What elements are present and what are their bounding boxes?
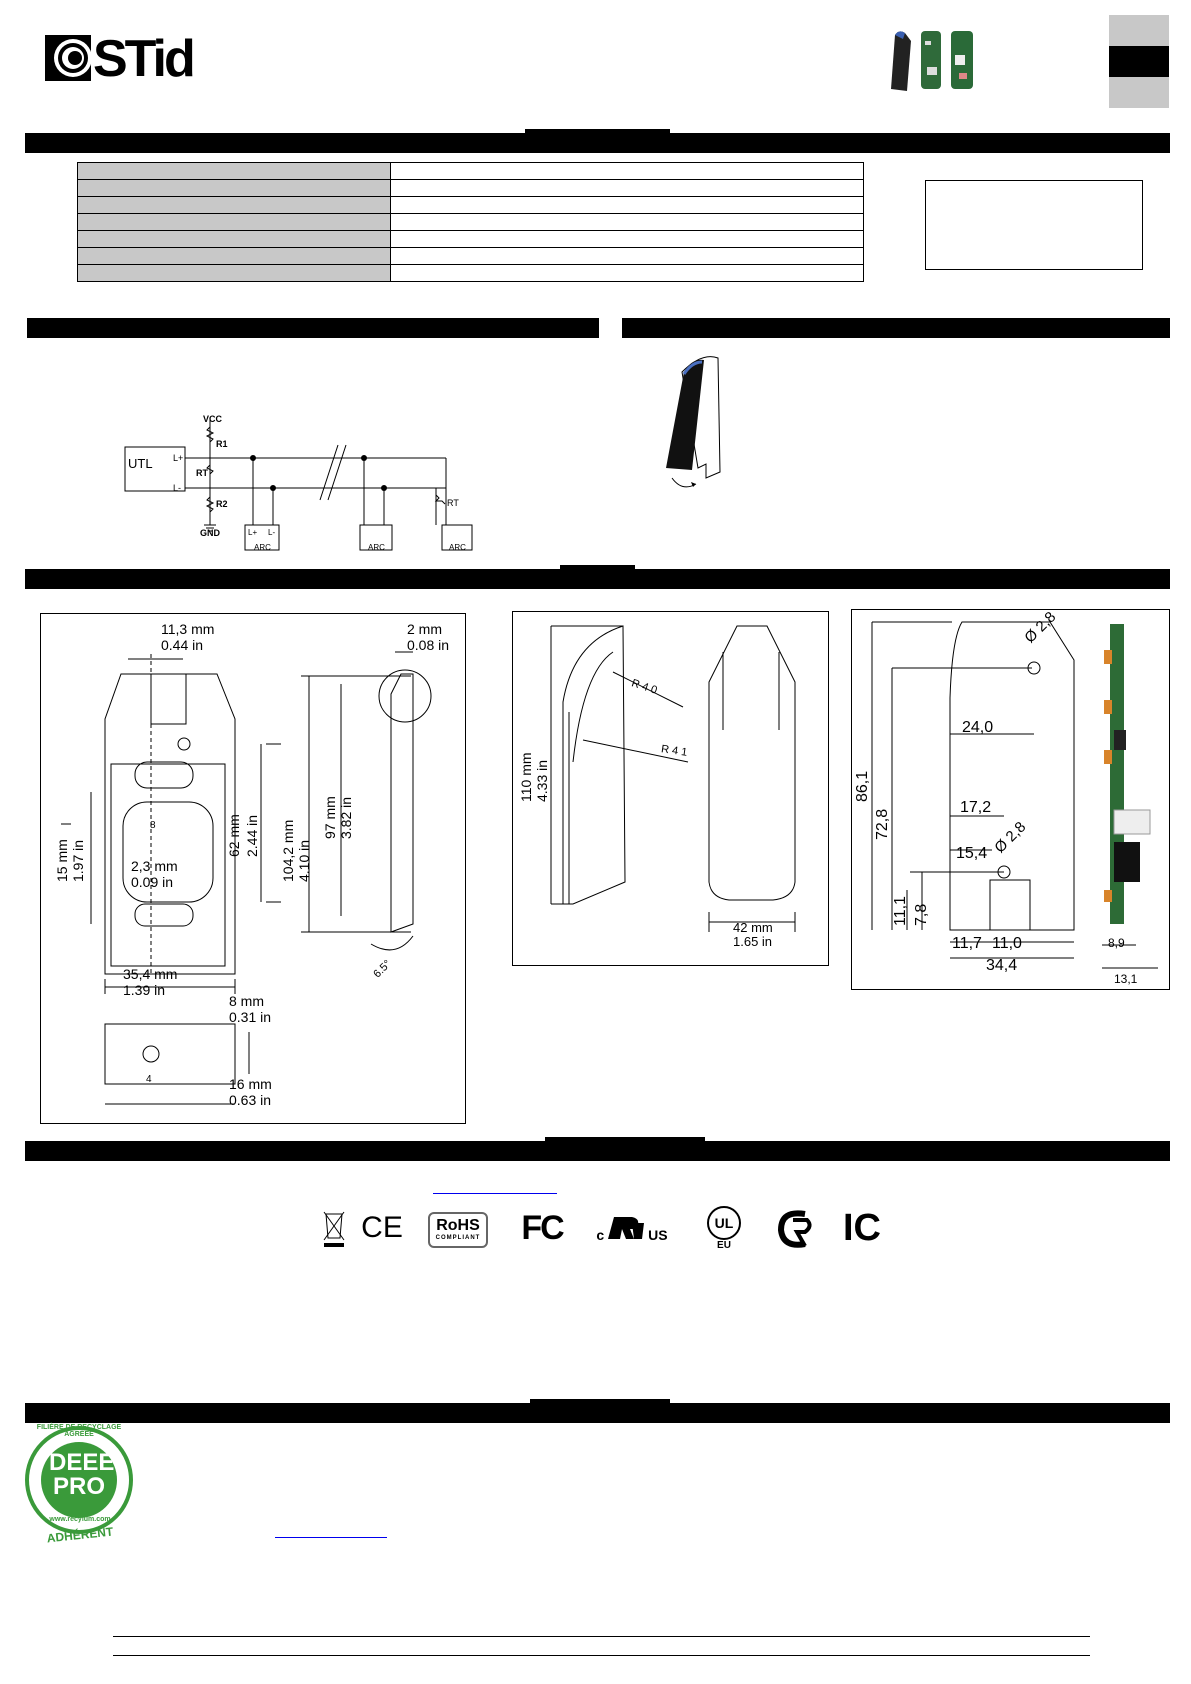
ring-top-label: FILIÈRE DE RECYCLAGE AGRÉÉE (36, 1424, 122, 1438)
section-header-bar (25, 133, 1170, 153)
dim-side-mm: 2 mm (407, 621, 442, 637)
ul-us-label: US (648, 1227, 668, 1243)
dim-r40: R 4 0 (629, 677, 659, 697)
dim-72: 72,8 (874, 808, 891, 840)
table-row (78, 180, 864, 197)
dim-top-width-mm: 11,3 mm (161, 621, 215, 637)
index-tab-active (1109, 46, 1169, 77)
section-header-tab (525, 129, 670, 153)
arc-label: ARC (449, 543, 466, 552)
dim-15-in: 1.97 in (70, 839, 86, 882)
utl-label: UTL (128, 456, 153, 471)
table-row (78, 214, 864, 231)
arc-lminus-label: L- (268, 528, 276, 537)
dim-97-mm: 97 mm (322, 796, 338, 839)
brand-name: STid (93, 30, 193, 88)
dim-42-mm: 42 mm (733, 920, 773, 935)
arc-label: ARC (254, 543, 271, 552)
lminus-label: L- (173, 483, 182, 493)
dim-62-mm: 62 mm (226, 814, 242, 857)
product-photo-icon (885, 27, 995, 95)
dim-small-8: 8 (150, 820, 156, 831)
dim-104-mm: 104,2 mm (280, 819, 296, 882)
ru-icon (604, 1213, 648, 1243)
dim-7-8: 7,8 (913, 903, 930, 926)
mounting-illustration (662, 352, 742, 492)
dim-35-in: 1.39 in (123, 982, 166, 998)
table-row (78, 265, 864, 282)
weee-bin-icon (320, 1205, 348, 1251)
pcb-board (1104, 624, 1150, 924)
dim-hole-mm: 2,3 mm (131, 858, 178, 874)
section-header-tab (560, 565, 635, 589)
stid-logo-mark-icon (45, 35, 95, 81)
gnd-label: GND (200, 528, 220, 538)
index-tab (1109, 15, 1169, 46)
side-view-drawing (513, 612, 828, 965)
dim-angle: 6.5° (371, 957, 394, 981)
fcc-mark: FC (521, 1208, 563, 1247)
arc-label: ARC (368, 543, 385, 552)
dim-86: 86,1 (854, 770, 871, 802)
dimensions-section-bar (25, 569, 1170, 589)
section-index-tabs (1109, 15, 1169, 108)
dim-104-in: 4.10 in (296, 839, 312, 882)
dim-13-1: 13,1 (1114, 972, 1138, 986)
ul-c-label: c (596, 1227, 605, 1243)
table-row (78, 231, 864, 248)
recycling-section-bar (25, 1403, 1170, 1423)
ce-mark: CE (361, 1211, 403, 1244)
dim-35-mm: 35,4 mm (123, 966, 178, 982)
rcm-icon (772, 1205, 818, 1251)
rt-label: RT (196, 468, 208, 478)
dim-11-0: 11,0 (992, 935, 1022, 952)
dim-15: 15,4 (956, 845, 988, 862)
deee-pro-badge (25, 1422, 135, 1544)
dim-small-4: 4 (146, 1074, 152, 1085)
front-view-drawing (41, 614, 465, 1123)
dim-8-mm: 8 mm (229, 993, 264, 1009)
rohs-label: RoHS (436, 1217, 480, 1234)
rt-end-label: RT (447, 498, 459, 508)
certification-link[interactable] (433, 1193, 557, 1194)
arc-lplus-label: L+ (248, 528, 258, 537)
dimension-drawing-pcb (851, 609, 1170, 990)
dim-97-in: 3.82 in (338, 796, 354, 839)
certifications-section-bar (25, 1141, 1170, 1161)
footer-rule (113, 1636, 1090, 1637)
dim-side-in: 0.08 in (407, 637, 450, 653)
dim-dia-bottom: Ø 2,8 (991, 818, 1030, 857)
dim-16-mm: 16 mm (229, 1076, 272, 1092)
stid-logo (45, 30, 200, 88)
dimension-drawing-side (512, 611, 829, 966)
table-row (78, 197, 864, 214)
dim-16-in: 0.63 in (229, 1092, 272, 1108)
recycling-link[interactable] (275, 1537, 387, 1538)
dim-17: 17,2 (960, 799, 992, 816)
rohs-badge (428, 1212, 488, 1248)
lplus-label: L+ (173, 453, 184, 463)
dim-top-width-in: 0.44 in (161, 637, 204, 653)
dim-15-mm: 15 mm (54, 839, 70, 882)
adherent-label: ADHÉRENT (46, 1524, 114, 1546)
r1-label: R1 (216, 439, 228, 449)
ic-mark: IC (843, 1206, 881, 1249)
deee-label: DEEE (49, 1449, 115, 1476)
dim-11-7: 11,7 (952, 935, 982, 952)
dim-110-in: 4.33 in (534, 759, 550, 802)
rohs-sublabel: COMPLIANT (435, 1235, 481, 1241)
table-row (78, 163, 864, 180)
r2-label: R2 (216, 499, 228, 509)
dim-110-mm: 110 mm (518, 752, 534, 802)
ul-circle-label: UL (707, 1206, 741, 1240)
dim-8-9: 8,9 (1108, 936, 1125, 950)
ul-eu-label: EU (717, 1239, 731, 1251)
product-thumbnails (885, 27, 995, 95)
ul-eu-mark (704, 1205, 744, 1251)
table-row (78, 248, 864, 265)
dim-dia-top: Ø 2,8 (1021, 608, 1060, 647)
mounting-section-bar (622, 318, 1170, 338)
ul-recognized-mark (592, 1205, 672, 1251)
dim-8-in: 0.31 in (229, 1009, 272, 1025)
footer-rule (113, 1655, 1090, 1656)
dim-11-1: 11,1 (892, 896, 909, 926)
section-header-tab (545, 1137, 705, 1161)
section-header-tab (530, 1399, 670, 1423)
dim-24: 24,0 (962, 719, 994, 736)
pro-label: PRO (52, 1473, 105, 1500)
pcb-drawing (852, 610, 1169, 989)
index-tab (1109, 77, 1169, 108)
spec-table (77, 162, 864, 282)
wiring-section-bar (27, 318, 599, 338)
dim-hole-in: 0.09 in (131, 874, 174, 890)
dim-42-in: 1.65 in (733, 934, 773, 949)
dim-34: 34,4 (986, 957, 1018, 974)
ring-bottom-label: www.recylum.com (49, 1516, 111, 1523)
dim-62-in: 2.44 in (244, 814, 260, 857)
dimension-drawing-front (40, 613, 466, 1124)
vcc-label: VCC (203, 414, 223, 424)
info-box (925, 180, 1143, 270)
wiring-diagram (120, 405, 480, 555)
dim-r41: R 4 1 (660, 743, 689, 759)
